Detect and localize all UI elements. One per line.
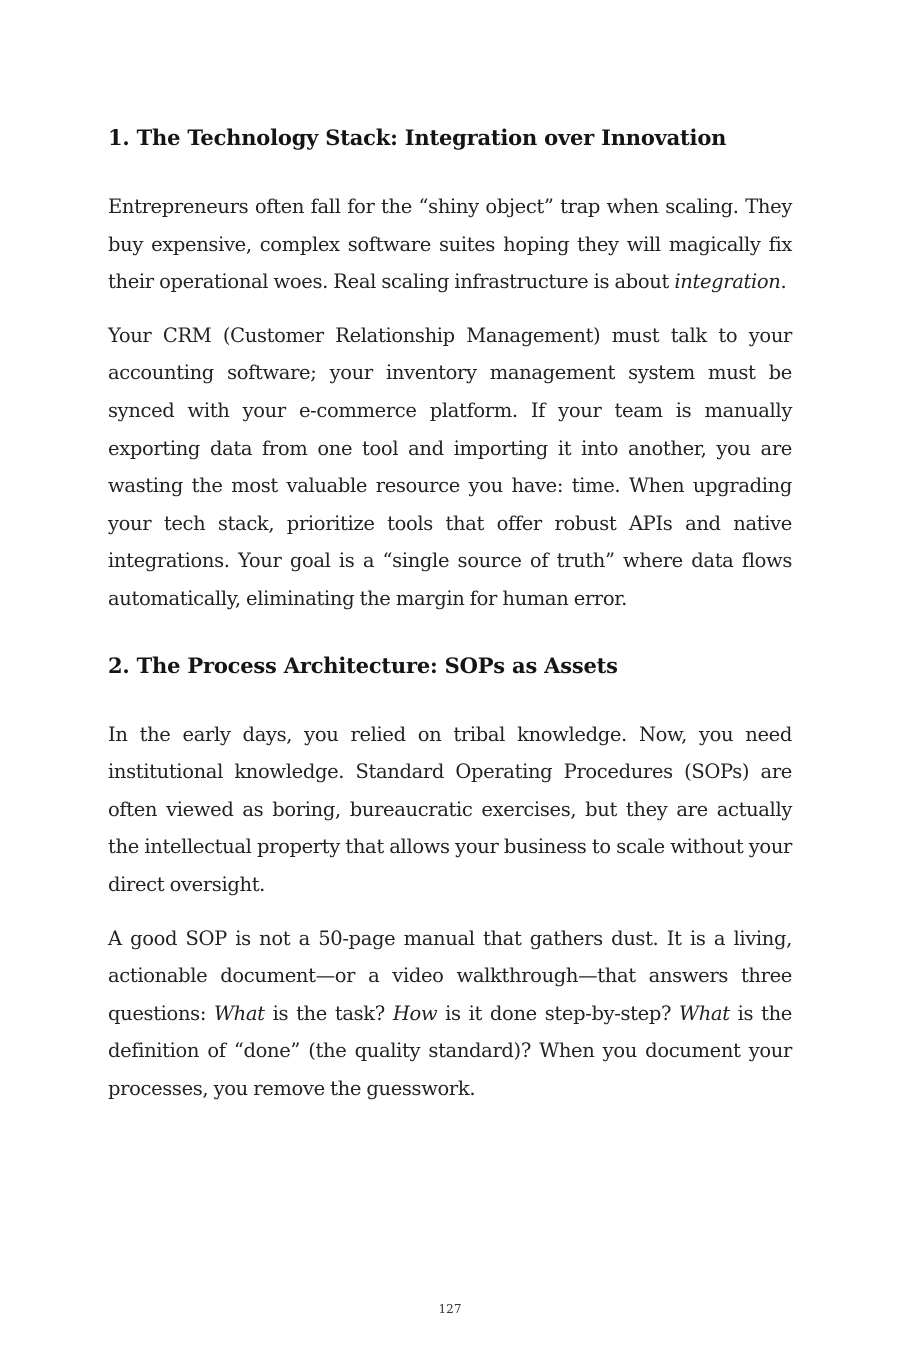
section-1-paragraph-1-text: Entrepreneurs often fall for the “shiny object” trap when scaling. They buy expensive, complex software suites hoping they will magically fix their operational woes. Real scaling infrastructure is about: [108, 195, 792, 294]
section-2-paragraph-2-emphasis-what: What: [213, 1001, 265, 1025]
section-1-paragraph-1-emphasis: integration: [674, 270, 781, 294]
section-2-paragraph-2-part-a: A good SOP is not a 50-page manual that gathers dust. It is a living, actionable document—or a video walkthrough—that answers three questions:: [108, 926, 792, 1025]
section-1-paragraph-2: Your CRM (Customer Relationship Management) must talk to your accounting software; your inventory management system must be synced with your e-commerce platform. If your team is manually exporting data from one tool and importing it into another, you are wasting the most valuable resource you have: time. When upgrading your tech stack, prioritize tools that offer robust APIs and native integrations. Your goal is a “single source of truth” where data flows automatically, eliminating the margin for human error.: [108, 323, 792, 610]
section-2-paragraph-2-part-d: is the definition of “done” (the quality standard)? When you document your processes, you remove the guesswork.: [108, 1001, 792, 1100]
page-number: 127: [438, 1302, 462, 1316]
section-1-heading: 1. The Technology Stack: Integration over Innovation: [108, 125, 727, 150]
section-2-paragraph-2: [108, 920, 792, 1108]
section-2-heading: 2. The Process Architecture: SOPs as Assets: [108, 652, 618, 678]
section-2-paragraph-1: In the early days, you relied on tribal knowledge. Now, you need institutional knowledge. Standard Operating Procedures (SOPs) are often viewed as boring, bureaucratic exercises, but they are actually the intellectual property that allows your business to scale without your direct oversight.: [108, 722, 792, 896]
section-2-paragraph-2-emphasis-how: How: [392, 1001, 438, 1025]
section-2-paragraph-2-part-b: is the task?: [264, 1001, 393, 1025]
section-1-paragraph-1: [108, 188, 792, 301]
page-content: [108, 118, 792, 1123]
section-2-paragraph-2-emphasis-what-2: What: [679, 1001, 730, 1025]
section-2-paragraph-2-part-c: is it done step-by-step?: [437, 1001, 680, 1025]
section-1-paragraph-1-end: .: [780, 270, 787, 294]
